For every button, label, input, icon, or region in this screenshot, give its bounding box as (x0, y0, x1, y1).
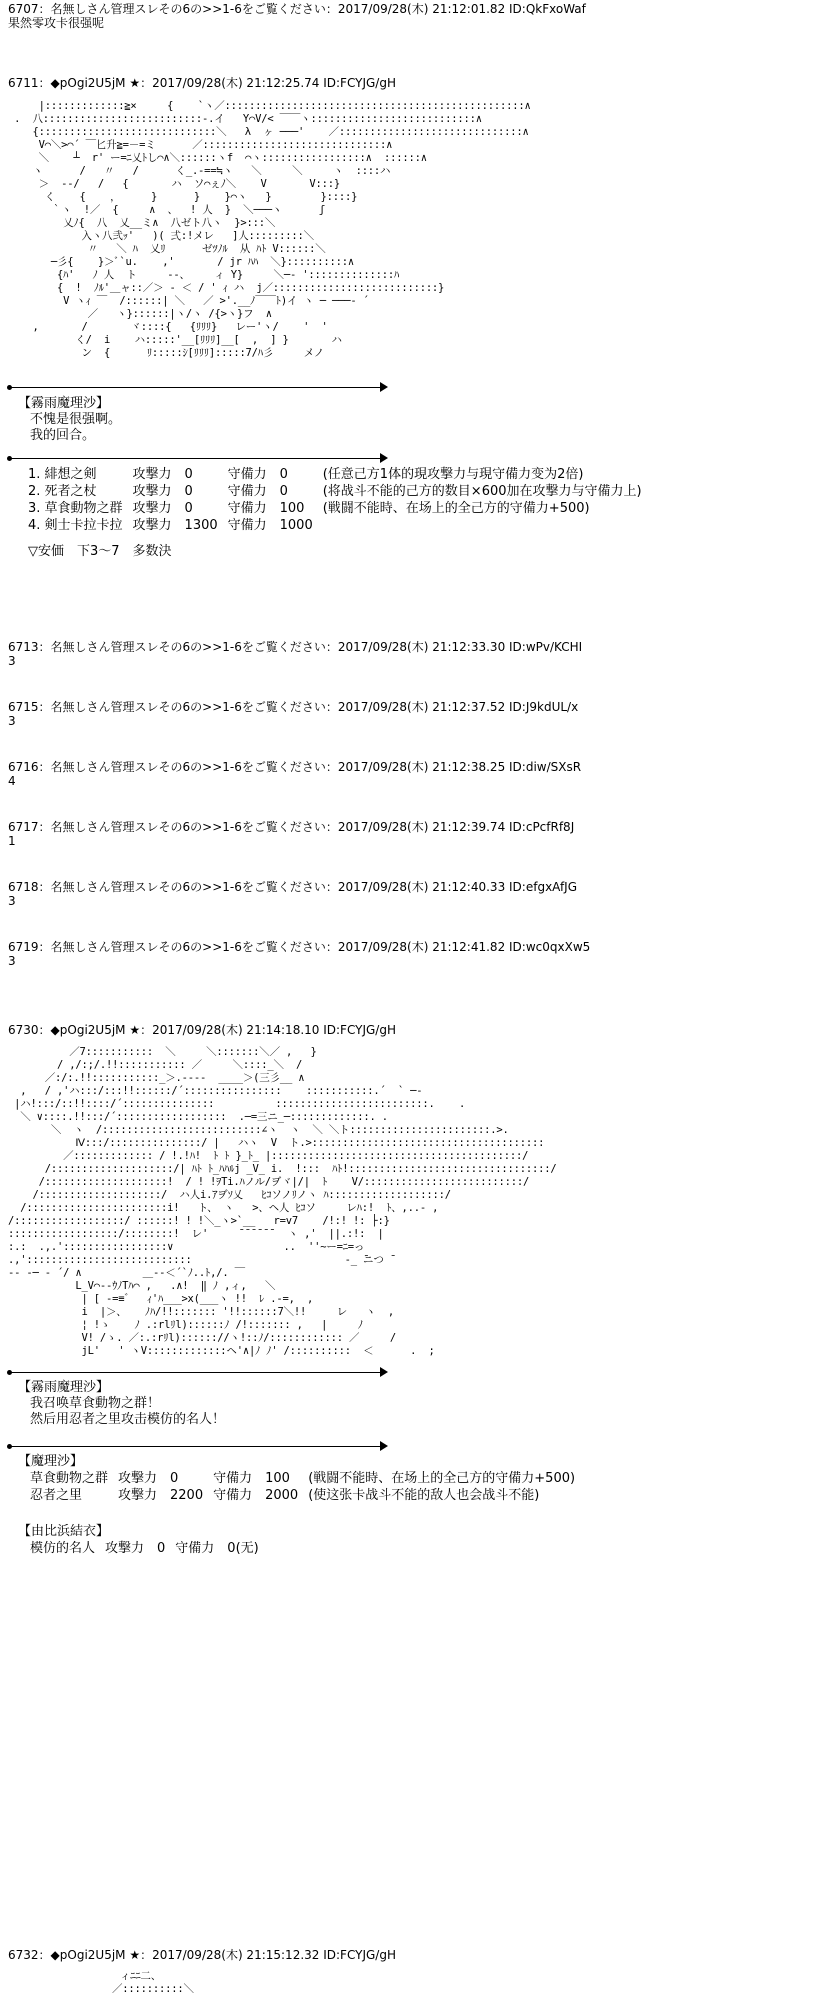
dialogue-line: 我召唤草食動物之群！ (30, 1396, 161, 1411)
card-list (28, 466, 652, 534)
post-body: 3 (8, 714, 16, 728)
card-atk: 攻撃力 1300 (132, 518, 218, 533)
post-header: 6715：名無しさん管理スレその6の>>1-6をご覧ください：2017/09/28(木) 21:12:37.52 ID:J9kdUL/x (8, 700, 579, 714)
card-row (30, 1470, 585, 1487)
card-def: 守備力 100 (227, 501, 305, 516)
post-header: 6716：名無しさん管理スレその6の>>1-6をご覧ください：2017/09/28(木) 21:12:38.25 ID:diw/SXsR (8, 760, 582, 774)
post-header: 6707：名無しさん管理スレその6の>>1-6をご覧ください：2017/09/28(木) 21:12:01.82 ID:QkFxoWaf (8, 2, 586, 16)
card-name: 模仿的名人 (30, 1541, 96, 1556)
ascii-art-marisa: |:::::::::::::≧× { `ヽ／:::::::::::::::::::::::::::::::::::::::::::::::::∧ . 八::::::::::::::::::::::::::-.イ Y⌒V/< ￣￣ヽ:::::::::::::::::::::::::::∧ {:::::::::::::::::::::::::::::＼ λ ヶ ───' ／::::::::::::::::::::::::::::::∧ V⌒＼>⌒´ ￣匕升≧=－=ミ ／::::::::::::::::::::::::::::::∧ ＼ ┴ r' ー=ﾆ乂ﾄし⌒∧＼::::::ヽf ⌒ヽ:::::::::::::::::∧ ::::::∧ ヽ / 〃 / く_.-==≒ヽ ＼ ＼ ヽ ::::ハ ＞ -‐/ / { ハ ソ⌒ぇﾉ＼ V V:::} く { ， } } }⌒ヽ } }::::} ｀ヽ !／ { ∧ 、 ! 人 } ＼───ヽ ʃ 乂ﾉ{ 八 乂__ミ∧ 八ゼト八ヽ }>:::＼ 入ヽ八弐ｯ' )( 弍:!メレ ]人:::::::::＼ 〃 ＼ ﾊ 乂ﾘ ゼﾂﾉﾙ 从 ﾊﾄ V::::::＼ ─彡{ }＞ﾞ`u. ,' / jr ﾊﾊ ＼}::::::::::∧ {ﾊ' ﾉ 人 ト --、 ィ Y} ＼─‐ '::::::::::::::ﾊ { ! ﾉﾙ'＿ャ::／＞ - ＜ / ' ｨ ハ j／:::::::::::::::::::::::::::} V ヽｨ ￣ /::::::| ＼ ／ >'.__ﾉ￣￣ﾄ)イ ヽ ─ ───‐ ´ ／ ヽ}::::::|ヽ/ヽ /{>ヽ}フ ∧ , / ヾ::::{ {ﾘﾘﾘ} レー'ヽ/ ' ' く/ i ハ:::::'__[ﾘﾘﾘ]__[ , ] } ハ ン { ﾘ:::::ｼ[ﾘﾘﾘ]:::::7/ﾊ彡 メノ (14, 100, 531, 359)
card-name: 3. 草食動物之群 (28, 501, 123, 516)
card-note: (将战斗不能的己方的数目×600加在攻撃力与守備力上) (322, 484, 642, 499)
ascii-art-marisa: ／7::::::::::: ＼ ＼:::::::＼／ , } / ,/:;/.!!::::::::::: ／ ＼::::_＼ / ／:/:.!!:::::::::::_＞.---- ____＞(三彡__ ∧ , / ,'ハ:::/:::!!::::::/´:::::::::::::::: :::::::::::.´ ` ─‐ |ハ!:::/::!!::::/´::::::::::::::: :::::::::::::::::::::::::. . ＼ ∨::::.!!:::/´:::::::::::::::::: .─=三ニ_─:::::::::::::. . ＼ ヽ /::::::::::::::::::::::::::∠ヽ ヽ ＼ ＼ト:::::::::::::::::::::::.>. Ⅳ:::/:::::::::::::::/ | ハヽ V ト.>:::::::::::::::::::::::::::::::::::::: ／::::::::::::: / !.!ﾊ! ﾄ ﾄ }_ﾄ_ |:::::::::::::::::::::::::::::::::::::::::/ /::::::::::::::::::::/| ﾊﾄ ﾄ_ﾊﾊﾙj _V_ i. !::: ﾊﾄ!:::::::::::::::::::::::::::::::::/ /::::::::::::::::::::! / ! !ｦTi.ﾊノル/ヺヾ|/| ﾄ V/::::::::::::::::::::::::::/ /::::::::::::::::::::/ ハ人i.ｱヺｿ乂 ﾋｺソノﾘノヽ ﾊ:::::::::::::::::::/ /:::::::::::::::::::::::i! ト、 ヽ >、ヘ人 ﾋｺソ レﾊ:! ﾄ、,..- , /::::::::::::::::::/ ::::::! ! !＼_ヽ>`__ r=v7 /!:! !: ├:} ::::::::::::::::::/::::::::! レ' ¯¯¯¯¯¯ ヽ ,' ||.:!: | :.: .,.':::::::::::::::::∨ .. ''~ー=ﾆ=っ .,'::::::::::::::::::::::::::: -_ ̄ニつ ̄ -- ‐─ ‐ ´/ ∧ ＿--＜´`ﾉ..ﾄ,/. ￣ L_V⌒--ｳﾉTﾊ⌒ , .∧! ‖ ﾉ ,ィ, ＼ | [ -=≡゛ ｨ'ﾊ___>x(___ヽ !! ﾚ .-=, , i |＞、 ﾉﾊ/!!::::::: '!!::::::7＼!! レ ヽ , ¦ !ゝ ﾉ .:rlﾘl)::::::ﾉ /!::::::: , | ﾉ V! /ゝ. ／:.:rﾘl):::::://ヽ!::ﾉ/:::::::::::: ／ / jL' ' ヽV:::::::::::::ヘ'∧|ﾉ ﾉ' /:::::::::: ＜ . ; (8, 1046, 557, 1357)
card-def: 守備力 0 (227, 484, 288, 499)
post-body: 4 (8, 774, 16, 788)
post-header: 6718：名無しさん管理スレその6の>>1-6をご覧ください：2017/09/28(木) 21:12:40.33 ID:efgxAfJG (8, 880, 578, 894)
post-body: 1 (8, 834, 16, 848)
card-row (28, 517, 652, 534)
card-atk: 攻撃力 0 (105, 1541, 166, 1556)
card-list (30, 1540, 279, 1557)
speaker-block (18, 396, 121, 444)
ascii-art-fragment: ィﾆﾆ二、 (120, 1970, 161, 1982)
post-header: 6713：名無しさん管理スレその6の>>1-6をご覧ください：2017/09/28(木) 21:12:33.30 ID:wPv/KCHI (8, 640, 583, 654)
card-def: 守備力 0(无) (175, 1541, 259, 1556)
card-note: (任意己方1体的現攻撃力与現守備力变为2倍) (322, 467, 584, 482)
dialogue-line: 然后用忍者之里攻击模仿的名人！ (30, 1412, 226, 1427)
card-note (323, 517, 652, 534)
card-name: 草食動物之群 (30, 1471, 109, 1486)
card-row (28, 483, 652, 500)
ascii-art-fragment: ／::::::::::＼ (112, 1983, 194, 1995)
card-atk: 攻撃力 2200 (118, 1488, 204, 1503)
card-def: 守備力 2000 (213, 1488, 299, 1503)
post-header: 6719：名無しさん管理スレその6の>>1-6をご覧ください：2017/09/28(木) 21:12:41.82 ID:wc0qxXw5 (8, 940, 591, 954)
dialogue-line: 我的回合。 (30, 428, 96, 443)
card-def: 守備力 1000 (227, 518, 313, 533)
card-note: (使这张卡战斗不能的敌人也会战斗不能) (308, 1488, 540, 1503)
post-header: 6730：◆pOgi2U5jM ★：2017/09/28(木) 21:14:18.10 ID:FCYJG/gH (8, 1023, 396, 1037)
separator-arrow (10, 1446, 380, 1447)
card-def: 守備力 0 (227, 467, 288, 482)
speaker-label: 【霧雨魔理沙】 (18, 1380, 110, 1395)
card-note: (戦闘不能時、在场上的全己方的守備力+500) (322, 501, 590, 516)
card-row (28, 500, 652, 517)
dialogue-line: 不愧是很强啊。 (30, 412, 122, 427)
card-row (30, 1487, 585, 1504)
separator-arrow (10, 387, 380, 388)
post-header: 6732：◆pOgi2U5jM ★：2017/09/28(木) 21:15:12.32 ID:FCYJG/gH (8, 1948, 396, 1962)
card-atk: 攻撃力 0 (132, 484, 193, 499)
side-label: 【由比浜結衣】 (18, 1524, 110, 1539)
card-name: 忍者之里 (30, 1488, 83, 1503)
card-name: 2. 死者之杖 (28, 484, 97, 499)
speaker-block (18, 1380, 225, 1428)
post-header: 6717：名無しさん管理スレその6の>>1-6をご覧ください：2017/09/28(木) 21:12:39.74 ID:cPcfRf8J (8, 820, 575, 834)
vote-instruction: ▽安価 下3〜7 多数決 (28, 544, 172, 559)
post-body: 3 (8, 894, 16, 908)
post-body: 3 (8, 654, 16, 668)
post-body: 果然零攻卡很强呢 (8, 16, 105, 30)
separator-arrow (10, 458, 380, 459)
card-def: 守備力 100 (213, 1471, 290, 1486)
card-note (269, 1540, 279, 1557)
separator-arrow (10, 1372, 380, 1373)
post-body: 3 (8, 954, 16, 968)
post-header: 6711：◆pOgi2U5jM ★：2017/09/28(木) 21:12:25.74 ID:FCYJG/gH (8, 76, 396, 90)
card-name: 4. 剣士卡拉卡拉 (28, 518, 123, 533)
card-atk: 攻撃力 0 (132, 501, 193, 516)
speaker-label: 【霧雨魔理沙】 (18, 396, 110, 411)
card-name: 1. 緋想之剣 (28, 467, 97, 482)
card-row (30, 1540, 279, 1557)
card-list (30, 1470, 585, 1504)
card-note: (戦闘不能時、在场上的全己方的守備力+500) (308, 1471, 576, 1486)
card-row (28, 466, 652, 483)
card-atk: 攻撃力 0 (118, 1471, 179, 1486)
card-atk: 攻撃力 0 (132, 467, 193, 482)
side-label: 【魔理沙】 (18, 1454, 84, 1469)
